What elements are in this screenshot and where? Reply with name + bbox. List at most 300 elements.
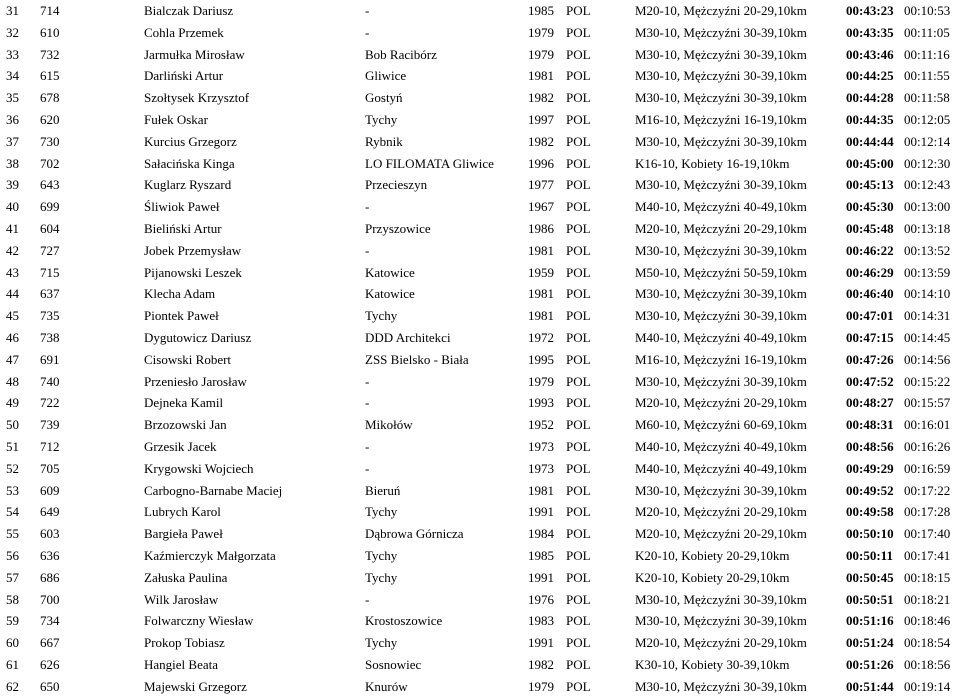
club-cell: Przyszowice — [365, 220, 431, 236]
category-cell: M20-10, Mężczyźni 20-29,10km — [635, 504, 807, 520]
club-cell: Gostyń — [365, 90, 403, 106]
nationality-cell: POL — [566, 286, 591, 302]
bib-number-cell: 722 — [40, 395, 60, 411]
birth-year-cell: 1981 — [528, 68, 554, 84]
runner-name-cell: Jarmułka Mirosław — [144, 46, 245, 62]
time-gap-cell: 00:18:46 — [904, 613, 951, 629]
club-cell: Tychy — [365, 569, 398, 585]
runner-name-cell: Kuglarz Ryszard — [144, 177, 232, 193]
position-cell: 58 — [6, 591, 19, 607]
birth-year-cell: 1982 — [528, 133, 554, 149]
nationality-cell: POL — [566, 308, 591, 324]
bib-number-cell: 702 — [40, 155, 60, 171]
time-gap-cell: 00:14:45 — [904, 329, 951, 345]
finish-time-cell: 00:51:24 — [846, 635, 894, 651]
birth-year-cell: 1991 — [528, 635, 554, 651]
result-row — [0, 676, 959, 698]
bib-number-cell: 714 — [40, 3, 60, 18]
position-cell: 31 — [6, 3, 19, 18]
birth-year-cell: 1973 — [528, 438, 554, 454]
runner-name-cell: Prokop Tobiasz — [144, 635, 225, 651]
position-cell: 60 — [6, 635, 19, 651]
club-cell: - — [365, 242, 370, 258]
result-row — [0, 632, 959, 654]
result-row — [0, 654, 959, 676]
finish-time-cell: 00:46:22 — [846, 242, 894, 258]
nationality-cell: POL — [566, 329, 591, 345]
result-row — [0, 0, 959, 22]
finish-time-cell: 00:44:25 — [846, 68, 894, 84]
position-cell: 34 — [6, 68, 19, 84]
position-cell: 50 — [6, 417, 19, 433]
runner-name-cell: Folwarczny Wiesław — [144, 613, 254, 629]
finish-time-cell: 00:50:10 — [846, 526, 894, 542]
club-cell: Przecieszyn — [365, 177, 428, 193]
result-row — [0, 589, 959, 611]
result-row — [0, 480, 959, 502]
runner-name-cell: Piontek Paweł — [144, 308, 219, 324]
position-cell: 56 — [6, 547, 19, 563]
time-gap-cell: 00:16:59 — [904, 460, 951, 476]
nationality-cell: POL — [566, 90, 591, 106]
time-gap-cell: 00:17:41 — [904, 547, 951, 563]
bib-number-cell: 678 — [40, 90, 60, 106]
bib-number-cell: 712 — [40, 438, 60, 454]
category-cell: M30-10, Mężczyźni 30-39,10km — [635, 678, 807, 694]
runner-name-cell: Cohla Przemek — [144, 24, 224, 40]
time-gap-cell: 00:18:21 — [904, 591, 951, 607]
bib-number-cell: 740 — [40, 373, 60, 389]
runner-name-cell: Załuska Paulina — [144, 569, 228, 585]
runner-name-cell: Klecha Adam — [144, 286, 216, 302]
runner-name-cell: Wilk Jarosław — [144, 591, 219, 607]
position-cell: 39 — [6, 177, 19, 193]
finish-time-cell: 00:51:16 — [846, 613, 894, 629]
nationality-cell: POL — [566, 351, 591, 367]
bib-number-cell: 691 — [40, 351, 60, 367]
club-cell: Gliwice — [365, 68, 407, 84]
finish-time-cell: 00:46:29 — [846, 264, 894, 280]
result-row — [0, 371, 959, 393]
nationality-cell: POL — [566, 199, 591, 215]
time-gap-cell: 00:17:22 — [904, 482, 951, 498]
position-cell: 32 — [6, 24, 19, 40]
birth-year-cell: 1995 — [528, 351, 554, 367]
position-cell: 41 — [6, 220, 19, 236]
runner-name-cell: Brzozowski Jan — [144, 417, 227, 433]
club-cell: LO FILOMATA Gliwice — [365, 155, 494, 171]
nationality-cell: POL — [566, 46, 591, 62]
time-gap-cell: 00:13:59 — [904, 264, 951, 280]
club-cell: - — [365, 395, 370, 411]
time-gap-cell: 00:11:58 — [904, 90, 950, 106]
result-row — [0, 196, 959, 218]
bib-number-cell: 643 — [40, 177, 60, 193]
position-cell: 46 — [6, 329, 19, 345]
finish-time-cell: 00:49:29 — [846, 460, 894, 476]
result-row — [0, 240, 959, 262]
time-gap-cell: 00:19:14 — [904, 678, 951, 694]
runner-name-cell: Bargieła Paweł — [144, 526, 223, 542]
club-cell: - — [365, 460, 370, 476]
time-gap-cell: 00:13:00 — [904, 199, 951, 215]
runner-name-cell: Dejneka Kamil — [144, 395, 224, 411]
category-cell: M20-10, Mężczyźni 20-29,10km — [635, 220, 807, 236]
category-cell: M30-10, Mężczyźni 30-39,10km — [635, 286, 807, 302]
bib-number-cell: 620 — [40, 111, 60, 127]
nationality-cell: POL — [566, 526, 591, 542]
position-cell: 47 — [6, 351, 19, 367]
finish-time-cell: 00:44:35 — [846, 111, 894, 127]
finish-time-cell: 00:49:52 — [846, 482, 894, 498]
club-cell: Bieruń — [365, 482, 401, 498]
category-cell: M30-10, Mężczyźni 30-39,10km — [635, 242, 807, 258]
club-cell: Krostoszowice — [365, 613, 443, 629]
finish-time-cell: 00:48:27 — [846, 395, 894, 411]
nationality-cell: POL — [566, 264, 591, 280]
time-gap-cell: 00:17:28 — [904, 504, 951, 520]
time-gap-cell: 00:17:40 — [904, 526, 951, 542]
club-cell: - — [365, 24, 370, 40]
finish-time-cell: 00:51:44 — [846, 678, 894, 694]
nationality-cell: POL — [566, 3, 591, 18]
finish-time-cell: 00:45:13 — [846, 177, 894, 193]
birth-year-cell: 1979 — [528, 373, 554, 389]
birth-year-cell: 1982 — [528, 90, 554, 106]
category-cell: K20-10, Kobiety 20-29,10km — [635, 547, 790, 563]
result-row — [0, 109, 959, 131]
club-cell: DDD Architekci — [365, 329, 451, 345]
finish-time-cell: 00:47:52 — [846, 373, 894, 389]
result-row — [0, 501, 959, 523]
birth-year-cell: 1981 — [528, 242, 554, 258]
time-gap-cell: 00:10:53 — [904, 3, 951, 18]
result-row — [0, 327, 959, 349]
bib-number-cell: 700 — [40, 591, 60, 607]
runner-name-cell: Grzesik Jacek — [144, 438, 217, 454]
category-cell: M30-10, Mężczyźni 30-39,10km — [635, 133, 807, 149]
birth-year-cell: 1993 — [528, 395, 554, 411]
finish-time-cell: 00:50:11 — [846, 547, 893, 563]
birth-year-cell: 1979 — [528, 678, 554, 694]
bib-number-cell: 650 — [40, 678, 60, 694]
birth-year-cell: 1996 — [528, 155, 554, 171]
birth-year-cell: 1983 — [528, 613, 554, 629]
runner-name-cell: Lubrych Karol — [144, 504, 221, 520]
time-gap-cell: 00:12:14 — [904, 133, 951, 149]
time-gap-cell: 00:14:10 — [904, 286, 951, 302]
position-cell: 49 — [6, 395, 19, 411]
club-cell: Katowice — [365, 286, 415, 302]
position-cell: 45 — [6, 308, 19, 324]
position-cell: 38 — [6, 155, 19, 171]
result-row — [0, 218, 959, 240]
nationality-cell: POL — [566, 569, 591, 585]
position-cell: 33 — [6, 46, 19, 62]
runner-name-cell: Majewski Grzegorz — [144, 678, 247, 694]
category-cell: M30-10, Mężczyźni 30-39,10km — [635, 46, 807, 62]
club-cell: Bob Racibórz — [365, 46, 437, 62]
result-row — [0, 414, 959, 436]
club-cell: Mikołów — [365, 417, 413, 433]
bib-number-cell: 705 — [40, 460, 60, 476]
nationality-cell: POL — [566, 177, 591, 193]
bib-number-cell: 730 — [40, 133, 60, 149]
bib-number-cell: 649 — [40, 504, 60, 520]
finish-time-cell: 00:45:30 — [846, 199, 894, 215]
result-row — [0, 392, 959, 414]
finish-time-cell: 00:47:01 — [846, 308, 894, 324]
birth-year-cell: 1977 — [528, 177, 554, 193]
birth-year-cell: 1981 — [528, 308, 554, 324]
nationality-cell: POL — [566, 68, 591, 84]
bib-number-cell: 636 — [40, 547, 60, 563]
category-cell: M30-10, Mężczyźni 30-39,10km — [635, 24, 807, 40]
time-gap-cell: 00:16:26 — [904, 438, 951, 454]
time-gap-cell: 00:11:05 — [904, 24, 950, 40]
position-cell: 53 — [6, 482, 19, 498]
time-gap-cell: 00:13:52 — [904, 242, 951, 258]
nationality-cell: POL — [566, 656, 591, 672]
club-cell: Tychy — [365, 635, 398, 651]
runner-name-cell: Krygowski Wojciech — [144, 460, 254, 476]
position-cell: 48 — [6, 373, 19, 389]
position-cell: 61 — [6, 656, 19, 672]
finish-time-cell: 00:43:35 — [846, 24, 894, 40]
category-cell: M60-10, Mężczyźni 60-69,10km — [635, 417, 807, 433]
result-row — [0, 458, 959, 480]
club-cell: Rybnik — [365, 133, 403, 149]
time-gap-cell: 00:14:56 — [904, 351, 951, 367]
nationality-cell: POL — [566, 635, 591, 651]
result-row — [0, 153, 959, 175]
club-cell: Sosnowiec — [365, 656, 422, 672]
bib-number-cell: 686 — [40, 569, 60, 585]
runner-name-cell: Jobek Przemysław — [144, 242, 242, 258]
category-cell: M30-10, Mężczyźni 30-39,10km — [635, 308, 807, 324]
position-cell: 51 — [6, 438, 19, 454]
nationality-cell: POL — [566, 395, 591, 411]
birth-year-cell: 1959 — [528, 264, 554, 280]
finish-time-cell: 00:46:40 — [846, 286, 894, 302]
category-cell: M30-10, Mężczyźni 30-39,10km — [635, 482, 807, 498]
runner-name-cell: Fułek Oskar — [144, 111, 208, 127]
position-cell: 36 — [6, 111, 19, 127]
birth-year-cell: 1997 — [528, 111, 554, 127]
bib-number-cell: 610 — [40, 24, 60, 40]
birth-year-cell: 1972 — [528, 329, 554, 345]
runner-name-cell: Sałacińska Kinga — [144, 155, 235, 171]
club-cell: Tychy — [365, 547, 398, 563]
nationality-cell: POL — [566, 438, 591, 454]
runner-name-cell: Śliwiok Paweł — [144, 199, 220, 215]
runner-name-cell: Bieliński Artur — [144, 220, 222, 236]
nationality-cell: POL — [566, 133, 591, 149]
birth-year-cell: 1976 — [528, 591, 554, 607]
club-cell: Tychy — [365, 504, 398, 520]
bib-number-cell: 715 — [40, 264, 60, 280]
bib-number-cell: 732 — [40, 46, 60, 62]
position-cell: 52 — [6, 460, 19, 476]
nationality-cell: POL — [566, 417, 591, 433]
category-cell: M30-10, Mężczyźni 30-39,10km — [635, 373, 807, 389]
finish-time-cell: 00:45:48 — [846, 220, 894, 236]
bib-number-cell: 699 — [40, 199, 60, 215]
result-row — [0, 87, 959, 109]
position-cell: 35 — [6, 90, 19, 106]
result-row — [0, 262, 959, 284]
birth-year-cell: 1991 — [528, 569, 554, 585]
birth-year-cell: 1986 — [528, 220, 554, 236]
bib-number-cell: 626 — [40, 656, 60, 672]
birth-year-cell: 1982 — [528, 656, 554, 672]
bib-number-cell: 739 — [40, 417, 60, 433]
position-cell: 54 — [6, 504, 19, 520]
nationality-cell: POL — [566, 220, 591, 236]
finish-time-cell: 00:50:51 — [846, 591, 894, 607]
finish-time-cell: 00:43:23 — [846, 3, 894, 18]
category-cell: K16-10, Kobiety 16-19,10km — [635, 155, 790, 171]
finish-time-cell: 00:50:45 — [846, 569, 894, 585]
bib-number-cell: 609 — [40, 482, 60, 498]
runner-name-cell: Hangiel Beata — [144, 656, 218, 672]
time-gap-cell: 00:12:43 — [904, 177, 951, 193]
club-cell: - — [365, 199, 370, 215]
nationality-cell: POL — [566, 613, 591, 629]
time-gap-cell: 00:11:16 — [904, 46, 950, 62]
nationality-cell: POL — [566, 678, 591, 694]
position-cell: 59 — [6, 613, 19, 629]
category-cell: M40-10, Mężczyźni 40-49,10km — [635, 460, 807, 476]
category-cell: M30-10, Mężczyźni 30-39,10km — [635, 591, 807, 607]
category-cell: K20-10, Kobiety 20-29,10km — [635, 569, 790, 585]
category-cell: M30-10, Mężczyźni 30-39,10km — [635, 177, 807, 193]
result-row — [0, 22, 959, 44]
position-cell: 43 — [6, 264, 19, 280]
club-cell: Katowice — [365, 264, 415, 280]
birth-year-cell: 1979 — [528, 46, 554, 62]
runner-name-cell: Dygutowicz Dariusz — [144, 329, 252, 345]
finish-time-cell: 00:48:56 — [846, 438, 894, 454]
time-gap-cell: 00:18:15 — [904, 569, 951, 585]
finish-time-cell: 00:48:31 — [846, 417, 894, 433]
nationality-cell: POL — [566, 547, 591, 563]
time-gap-cell: 00:18:56 — [904, 656, 951, 672]
club-cell: ZSS Bielsko - Biała — [365, 351, 469, 367]
bib-number-cell: 735 — [40, 308, 60, 324]
runner-name-cell: Carbogno-Barnabe Maciej — [144, 482, 283, 498]
bib-number-cell: 727 — [40, 242, 60, 258]
runner-name-cell: Kaźmierczyk Małgorzata — [144, 547, 276, 563]
time-gap-cell: 00:13:18 — [904, 220, 951, 236]
bib-number-cell: 738 — [40, 329, 60, 345]
club-cell: Tychy — [365, 308, 398, 324]
result-row — [0, 567, 959, 589]
result-row — [0, 523, 959, 545]
nationality-cell: POL — [566, 591, 591, 607]
club-cell: - — [365, 591, 370, 607]
bib-number-cell: 667 — [40, 635, 60, 651]
finish-time-cell: 00:47:26 — [846, 351, 894, 367]
position-cell: 57 — [6, 569, 19, 585]
nationality-cell: POL — [566, 155, 591, 171]
result-row — [0, 305, 959, 327]
result-row — [0, 65, 959, 87]
category-cell: M30-10, Mężczyźni 30-39,10km — [635, 90, 807, 106]
time-gap-cell: 00:18:54 — [904, 635, 951, 651]
birth-year-cell: 1985 — [528, 3, 554, 18]
category-cell: M50-10, Mężczyźni 50-59,10km — [635, 264, 807, 280]
runner-name-cell: Szołtysek Krzysztof — [144, 90, 250, 106]
time-gap-cell: 00:14:31 — [904, 308, 951, 324]
category-cell: M40-10, Mężczyźni 40-49,10km — [635, 438, 807, 454]
finish-time-cell: 00:44:44 — [846, 133, 894, 149]
position-cell: 62 — [6, 678, 19, 694]
nationality-cell: POL — [566, 373, 591, 389]
finish-time-cell: 00:47:15 — [846, 329, 894, 345]
nationality-cell: POL — [566, 482, 591, 498]
time-gap-cell: 00:15:57 — [904, 395, 951, 411]
category-cell: M16-10, Mężczyźni 16-19,10km — [635, 351, 807, 367]
position-cell: 40 — [6, 199, 19, 215]
position-cell: 42 — [6, 242, 19, 258]
club-cell: - — [365, 3, 370, 18]
runner-name-cell: Darliński Artur — [144, 68, 224, 84]
position-cell: 44 — [6, 286, 19, 302]
result-row — [0, 436, 959, 458]
birth-year-cell: 1952 — [528, 417, 554, 433]
position-cell: 55 — [6, 526, 19, 542]
nationality-cell: POL — [566, 24, 591, 40]
category-cell: M30-10, Mężczyźni 30-39,10km — [635, 613, 807, 629]
finish-time-cell: 00:51:26 — [846, 656, 894, 672]
birth-year-cell: 1981 — [528, 286, 554, 302]
result-row — [0, 349, 959, 371]
bib-number-cell: 734 — [40, 613, 60, 629]
time-gap-cell: 00:12:30 — [904, 155, 951, 171]
bib-number-cell: 637 — [40, 286, 60, 302]
nationality-cell: POL — [566, 242, 591, 258]
bib-number-cell: 615 — [40, 68, 60, 84]
time-gap-cell: 00:12:05 — [904, 111, 951, 127]
runner-name-cell: Kurcius Grzegorz — [144, 133, 237, 149]
result-row — [0, 174, 959, 196]
category-cell: K30-10, Kobiety 30-39,10km — [635, 656, 790, 672]
category-cell: M20-10, Mężczyźni 20-29,10km — [635, 395, 807, 411]
club-cell: - — [365, 373, 370, 389]
runner-name-cell: Bialczak Dariusz — [144, 3, 234, 18]
result-row — [0, 131, 959, 153]
club-cell: Knurów — [365, 678, 408, 694]
bib-number-cell: 603 — [40, 526, 60, 542]
birth-year-cell: 1984 — [528, 526, 554, 542]
finish-time-cell: 00:45:00 — [846, 155, 894, 171]
category-cell: M20-10, Mężczyźni 20-29,10km — [635, 526, 807, 542]
nationality-cell: POL — [566, 504, 591, 520]
finish-time-cell: 00:44:28 — [846, 90, 894, 106]
result-row — [0, 44, 959, 66]
time-gap-cell: 00:11:55 — [904, 68, 950, 84]
birth-year-cell: 1985 — [528, 547, 554, 563]
club-cell: - — [365, 438, 370, 454]
birth-year-cell: 1981 — [528, 482, 554, 498]
finish-time-cell: 00:43:46 — [846, 46, 894, 62]
runner-name-cell: Przeniesło Jarosław — [144, 373, 247, 389]
club-cell: Dąbrowa Górnicza — [365, 526, 464, 542]
time-gap-cell: 00:16:01 — [904, 417, 951, 433]
birth-year-cell: 1991 — [528, 504, 554, 520]
nationality-cell: POL — [566, 460, 591, 476]
